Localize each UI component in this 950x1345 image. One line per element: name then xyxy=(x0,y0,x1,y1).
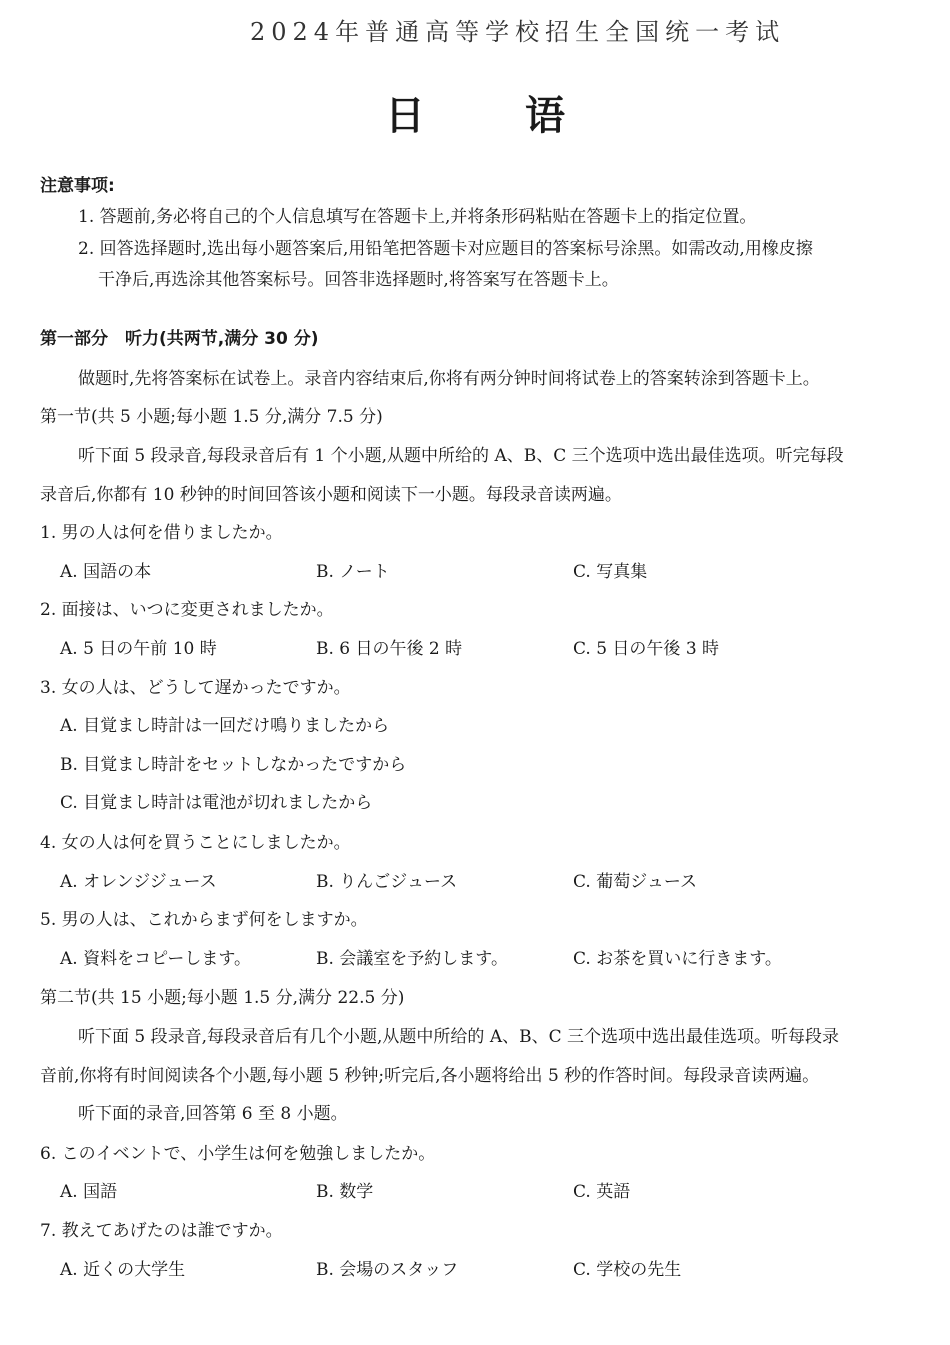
header-cut-line xyxy=(250,18,786,50)
question-6: 6. このイベントで、小学生は何を勉強しましたか。 xyxy=(40,1144,436,1164)
q2-option-c: C. 5 日の午後 3 時 xyxy=(573,639,720,659)
q6-option-c: C. 英語 xyxy=(573,1182,631,1202)
q3-option-b: B. 目覚まし時計をセットしなかったですから xyxy=(60,755,407,775)
question-4: 4. 女の人は何を買うことにしましたか。 xyxy=(40,833,351,853)
q4-option-c: C. 葡萄ジュース xyxy=(573,872,698,892)
section2-heading: 第二节(共 15 小题;每小题 1.5 分,满分 22.5 分) xyxy=(40,988,405,1008)
section2-instruction-1: 听下面 5 段录音,每段录音后有几个小题,从题中所给的 A、B、C 三个选项中选出最佳选项。听每段录 xyxy=(78,1027,840,1047)
q3-option-a: A. 目覚まし時計は一回だけ鳴りましたから xyxy=(60,716,390,736)
header-cut-text: 2024年普通高等学校招生全国统一考试 xyxy=(250,18,786,46)
q1-option-a: A. 国語の本 xyxy=(60,562,152,582)
section1-heading: 第一节(共 5 小题;每小题 1.5 分,满分 7.5 分) xyxy=(40,407,383,427)
question-7: 7. 教えてあげたのは誰ですか。 xyxy=(40,1221,283,1241)
section1-instruction-2: 录音后,你都有 10 秒钟的时间回答该小题和阅读下一小题。每段录音读两遍。 xyxy=(40,485,622,505)
part1-heading: 第一部分 听力(共两节,满分 30 分) xyxy=(40,329,319,349)
q4-option-b: B. りんごジュース xyxy=(316,872,458,892)
question-2: 2. 面接は、いつに変更されましたか。 xyxy=(40,600,334,620)
q6-option-a: A. 国語 xyxy=(60,1182,118,1202)
q4-option-a: A. オレンジジュース xyxy=(60,872,217,892)
q6-option-b: B. 数学 xyxy=(316,1182,374,1202)
notice-item-1: 1. 答题前,务必将自己的个人信息填写在答题卡上,并将条形码粘贴在答题卡上的指定位置。 xyxy=(78,207,757,227)
q7-option-c: C. 学校の先生 xyxy=(573,1260,682,1280)
part1-intro: 做题时,先将答案标在试卷上。录音内容结束后,你将有两分钟时间将试卷上的答案转涂到答题卡上。 xyxy=(78,369,820,389)
q2-option-b: B. 6 日の午後 2 時 xyxy=(316,639,463,659)
q5-option-c: C. お茶を買いに行きます。 xyxy=(573,949,782,969)
section2-instruction-2: 音前,你将有时间阅读各个小题,每小题 5 秒钟;听完后,各小题将给出 5 秒的作答时间。每段录音读两遍。 xyxy=(40,1066,820,1086)
section2-listen-note: 听下面的录音,回答第 6 至 8 小题。 xyxy=(78,1104,348,1124)
q1-option-c: C. 写真集 xyxy=(573,562,648,582)
q1-option-b: B. ノート xyxy=(316,562,390,582)
section1-instruction-1: 听下面 5 段录音,每段录音后有 1 个小题,从题中所给的 A、B、C 三个选项中选出最佳选项。听完每段 xyxy=(78,446,844,466)
notice-item-2: 2. 回答选择题时,选出每小题答案后,用铅笔把答题卡对应题目的答案标号涂黑。如需改动,用橡皮擦 xyxy=(78,239,813,259)
q2-option-a: A. 5 日の午前 10 時 xyxy=(60,639,217,659)
question-5: 5. 男の人は、これからまず何をしますか。 xyxy=(40,910,368,930)
q7-option-b: B. 会場のスタッフ xyxy=(316,1260,459,1280)
question-3: 3. 女の人は、どうして遅かったですか。 xyxy=(40,678,351,698)
q7-option-a: A. 近くの大学生 xyxy=(60,1260,186,1280)
q5-option-b: B. 会議室を予約します。 xyxy=(316,949,508,969)
q5-option-a: A. 資料をコピーします。 xyxy=(60,949,252,969)
notice-heading: 注意事项: xyxy=(40,176,115,196)
question-1: 1. 男の人は何を借りましたか。 xyxy=(40,523,283,543)
page-title: 日 语 xyxy=(385,93,595,139)
notice-item-2-cont: 干净后,再选涂其他答案标号。回答非选择题时,将答案写在答题卡上。 xyxy=(98,270,619,290)
q3-option-c: C. 目覚まし時計は電池が切れましたから xyxy=(60,793,373,813)
